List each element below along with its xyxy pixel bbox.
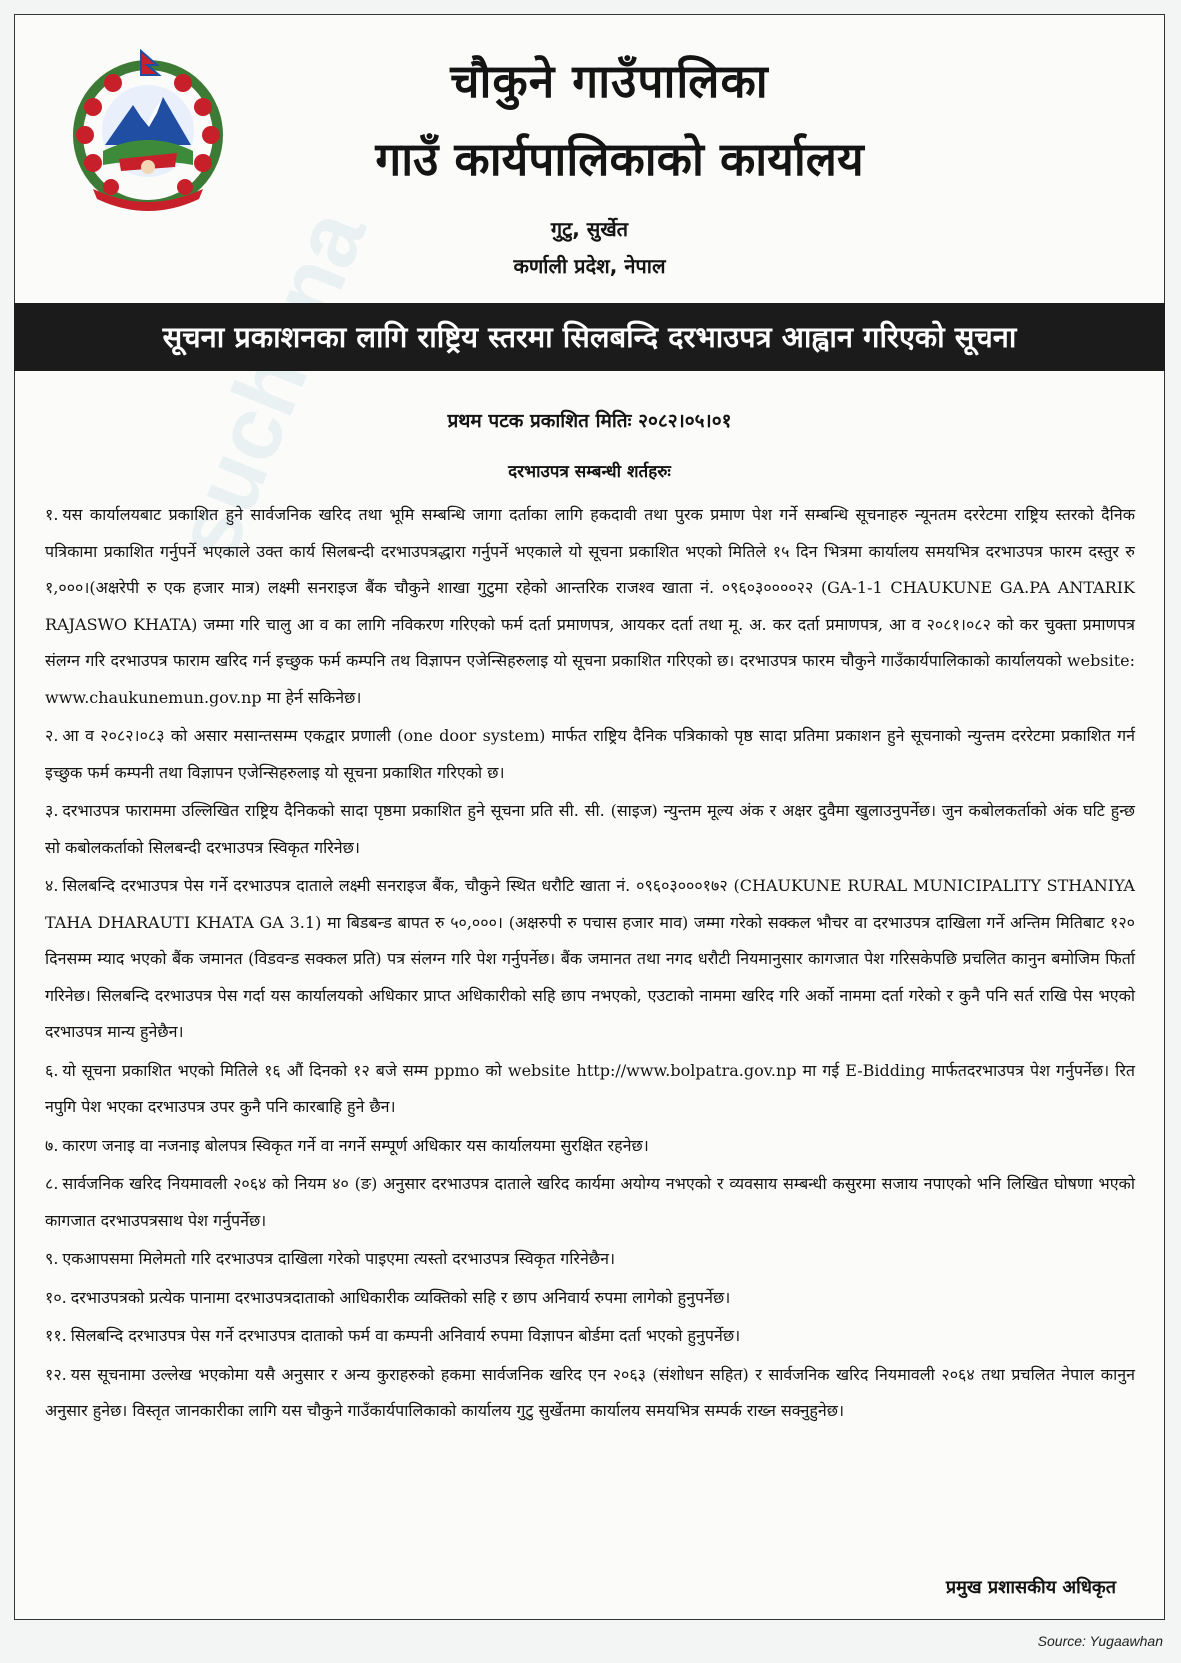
term-number: १२.: [45, 1364, 67, 1384]
address-line-2: कर्णाली प्रदेश, नेपाल: [513, 254, 666, 278]
header: [15, 15, 1164, 303]
term-text: दरभाउपत्रको प्रत्येक पानामा दरभाउपत्रदाताको आधिकारीक व्यक्तिको सहि र छाप अनिवार्य रुपमा लागेको हुनुपर्नेछ।: [70, 1287, 731, 1307]
term-text: यस कार्यालयबाट प्रकाशित हुने सार्वजनिक खरिद तथा भूमि सम्बन्धि जागा दर्ताका लागि हकदावी तथा पुरक प्रमाण पेश गर्ने सम्बन्धि सूचनाहरु न्यूनतम दररेटमा राष्ट्रिय स्तरको दैनिक पत्रिकामा प्रकाशित गर्नुपर्ने भएकाले उक्त कार्य सिलबन्दी दरभाउपत्रद्धारा गर्नुपर्ने भएकाले यो सूचना प्रकाशित भएको मितिले १५ दिन भित्रमा कार्यालय समयभित्र दरभाउपत्र फारम दस्तुर रु १,०००।(अक्षरेपी रु एक हजार मात्र) लक्ष्मी सनराइज बैंक चौकुने शाखा गुटुमा रहेको आन्तरिक राजश्व खाता नं. ०९६०३००००२२ (GA-1-1 CHAUKUNE GA.PA ANTARIK RAJASWO KHATA) जम्मा गरि चालु आ व का लागि नविकरण गरिएको फर्म दर्ता प्रमाणपत्र, आयकर दर्ता तथा मू. अ. कर दर्ता प्रमाणपत्र, आ व २०८१।०८२ को कर चुक्ता प्रमाणपत्र संलग्न गरि दरभाउपत्र फाराम खरिद गर्न इच्छुक फर्म कम्पनि तथ विज्ञापन एजेन्सिहरुलाइ यो सूचना प्रकाशित गरिएको छ। दरभाउपत्र फारम चौकुने गाउँकार्यपालिकाको कार्यालयको website: www.chaukunemun.gov.np मा हेर्न सकिनेछ।: [45, 505, 1135, 707]
term-item: [45, 718, 1135, 791]
term-item: [45, 793, 1135, 866]
address-line-1: गुटु, सुर्खेत: [550, 217, 629, 241]
term-text: दरभाउपत्र फाराममा उल्लिखित राष्ट्रिय दैनिकको सादा पृष्ठमा प्रकाशित हुने सूचना प्रति सी. सी. (साइज) न्युन्तम मूल्य अंक र अक्षर दुवैमा खुलाउनुपर्नेछ। जुन कबोलकर्ताको अंक घटि हुन्छ सो कबोलकर्ताको सिलबन्दी दरभाउपत्र स्विकृत गरिनेछ।: [45, 801, 1135, 857]
term-number: ९.: [45, 1249, 59, 1268]
term-item: [45, 1053, 1135, 1126]
term-item: [45, 868, 1135, 1051]
term-item: [45, 1280, 1135, 1317]
watermark: suchana: [155, 196, 386, 573]
term-number: २.: [45, 726, 59, 745]
term-number: ६.: [45, 1060, 59, 1080]
term-item: [45, 497, 1135, 716]
term-number: ४.: [45, 876, 59, 895]
notice-banner-title: सूचना प्रकाशनका लागि राष्ट्रिय स्तरमा सिलबन्दि दरभाउपत्र आह्वान गरिएको सूचना: [14, 303, 1165, 371]
first-published-date: प्रथम पटक प्रकाशित मितिः २०८२।०५।०१: [447, 410, 732, 432]
term-text: आ व २०८२।०८३ को असार मसान्तसम्म एकद्वार प्रणाली (one door system) मार्फत राष्ट्रिय दैनिक पत्रिकाको पृष्ठ सादा प्रतिमा प्रकाशन हुने सूचनाको न्युन्तम दररेटमा प्रकाशित गर्न इच्छुक फर्म कम्पनी तथा विज्ञापन एजेन्सिहरुलाइ यो सूचना प्रकाशित गरिएको छ।: [45, 726, 1135, 782]
term-number: ११.: [45, 1326, 67, 1345]
term-item: [45, 1357, 1135, 1430]
term-text: यस सूचनामा उल्लेख भएकोमा यसै अनुसार र अन्य कुराहरुको हकमा सार्वजनिक खरिद एन २०६३ (संशोधन सहित) र सार्वजनिक खरिद नियमावली २०६४ तथा प्रचलित नेपाल कानुन अनुसार हुनेछ। विस्तृत जानकारीका लागि यस चौकुने गाउँकार्यपालिकाको कार्यालय गुटु सुर्खेतमा कार्यालय समयभित्र सम्पर्क राख्न सक्नुहुनेछ।: [45, 1364, 1135, 1420]
source-credit: Source: Yugaawhan: [1037, 1633, 1163, 1649]
term-text: सार्वजनिक खरिद नियमावली २०६४ को नियम ४० (ङ) अनुसार दरभाउपत्र दाताले खरिद कार्यमा अयोग्य नभएको र व्यवसाय सम्बन्धी कसुरमा सजाय नपाएको भनि लिखित घोषणा भएको कागजात दरभाउपत्रसाथ पेश गर्नुपर्नेछ।: [45, 1174, 1135, 1230]
term-number: ८.: [45, 1174, 59, 1193]
term-text: कारण जनाइ वा नजनाइ बोलपत्र स्विकृत गर्ने वा नगर्ने सम्पूर्ण अधिकार यस कार्यालयमा सुरक्षित रहनेछ।: [62, 1135, 649, 1155]
term-text: यो सूचना प्रकाशित भएको मितिले १६ औं दिनको १२ बजे सम्म ppmo को website http://www.bolpatra.gov.np मा गई E-Bidding मार्फतदरभाउपत्र पेश गर्नुपर्नेछ। रित नपुगि पेश भएका दरभाउपत्र उपर कुनै पनि कारबाहि हुने छैन।: [45, 1060, 1135, 1116]
term-text: सिलबन्दि दरभाउपत्र पेस गर्ने दरभाउपत्र दाताले लक्ष्मी सनराइज बैंक, चौकुने स्थित धरौटि खाता नं. ०९६०३०००१७२ (CHAUKUNE RURAL MUNICIPALITY STHANIYA TAHA DHARAUTI KHATA GA 3.1) मा बिडबन्ड बापत रु ५०,०००। (अक्षरुपी रु पचास हजार माव) जम्मा गरेको सक्कल भौचर वा दरभाउपत्र दाखिला गर्ने अन्तिम मितिबाट १२० दिनसम्म म्याद भएको बैंक जमानत (विडवन्ड सक्कल प्रति) पत्र संलग्न गरि पेश गर्नुपर्नेछ। बैंक जमानत तथा नगद धरौटी नियमानुसार कागजात पेश गरिसकेपछि प्रचलित कानुन बमोजिम फिर्ता गरिनेछ। सिलबन्दि दरभाउपत्र पेस गर्दा यस कार्यालयको अधिकार प्राप्त अधिकारीको सहि छाप नभएको, एउटाको नाममा खरिद गरि अर्को नाममा दर्ता गरेको र कुनै पनि सर्त राखि पेस भएको दरभाउपत्र मान्य हुनेछैन।: [45, 876, 1135, 1041]
office-title: गाउँ कार्यपालिकाको कार्यालय: [375, 132, 864, 186]
notice-sheet: [14, 14, 1165, 1620]
term-item: [45, 1241, 1135, 1278]
term-number: १.: [45, 505, 59, 524]
term-number: ७.: [45, 1135, 59, 1155]
signature-title: प्रमुख प्रशासकीय अधिकृत: [945, 1577, 1116, 1598]
conditions-heading: दरभाउपत्र सम्बन्धी शर्तहरुः: [508, 462, 671, 482]
term-number: ३.: [45, 801, 59, 820]
terms-list: [45, 497, 1135, 1432]
term-item: [45, 1128, 1135, 1165]
term-item: [45, 1318, 1135, 1355]
term-text: सिलबन्दि दरभाउपत्र पेस गर्ने दरभाउपत्र दाताको फर्म वा कम्पनी अनिवार्य रुपमा विज्ञापन बोर्डमा दर्ता भएको हुनुपर्नेछ।: [70, 1326, 741, 1345]
term-number: १०.: [45, 1287, 67, 1307]
term-item: [45, 1166, 1135, 1239]
term-text: एकआपसमा मिलेमतो गरि दरभाउपत्र दाखिला गरेको पाइएमा त्यस्तो दरभाउपत्र स्विकृत गरिनेछैन।: [62, 1249, 616, 1268]
municipality-title: चौकुने गाउँपालिका: [450, 54, 769, 108]
